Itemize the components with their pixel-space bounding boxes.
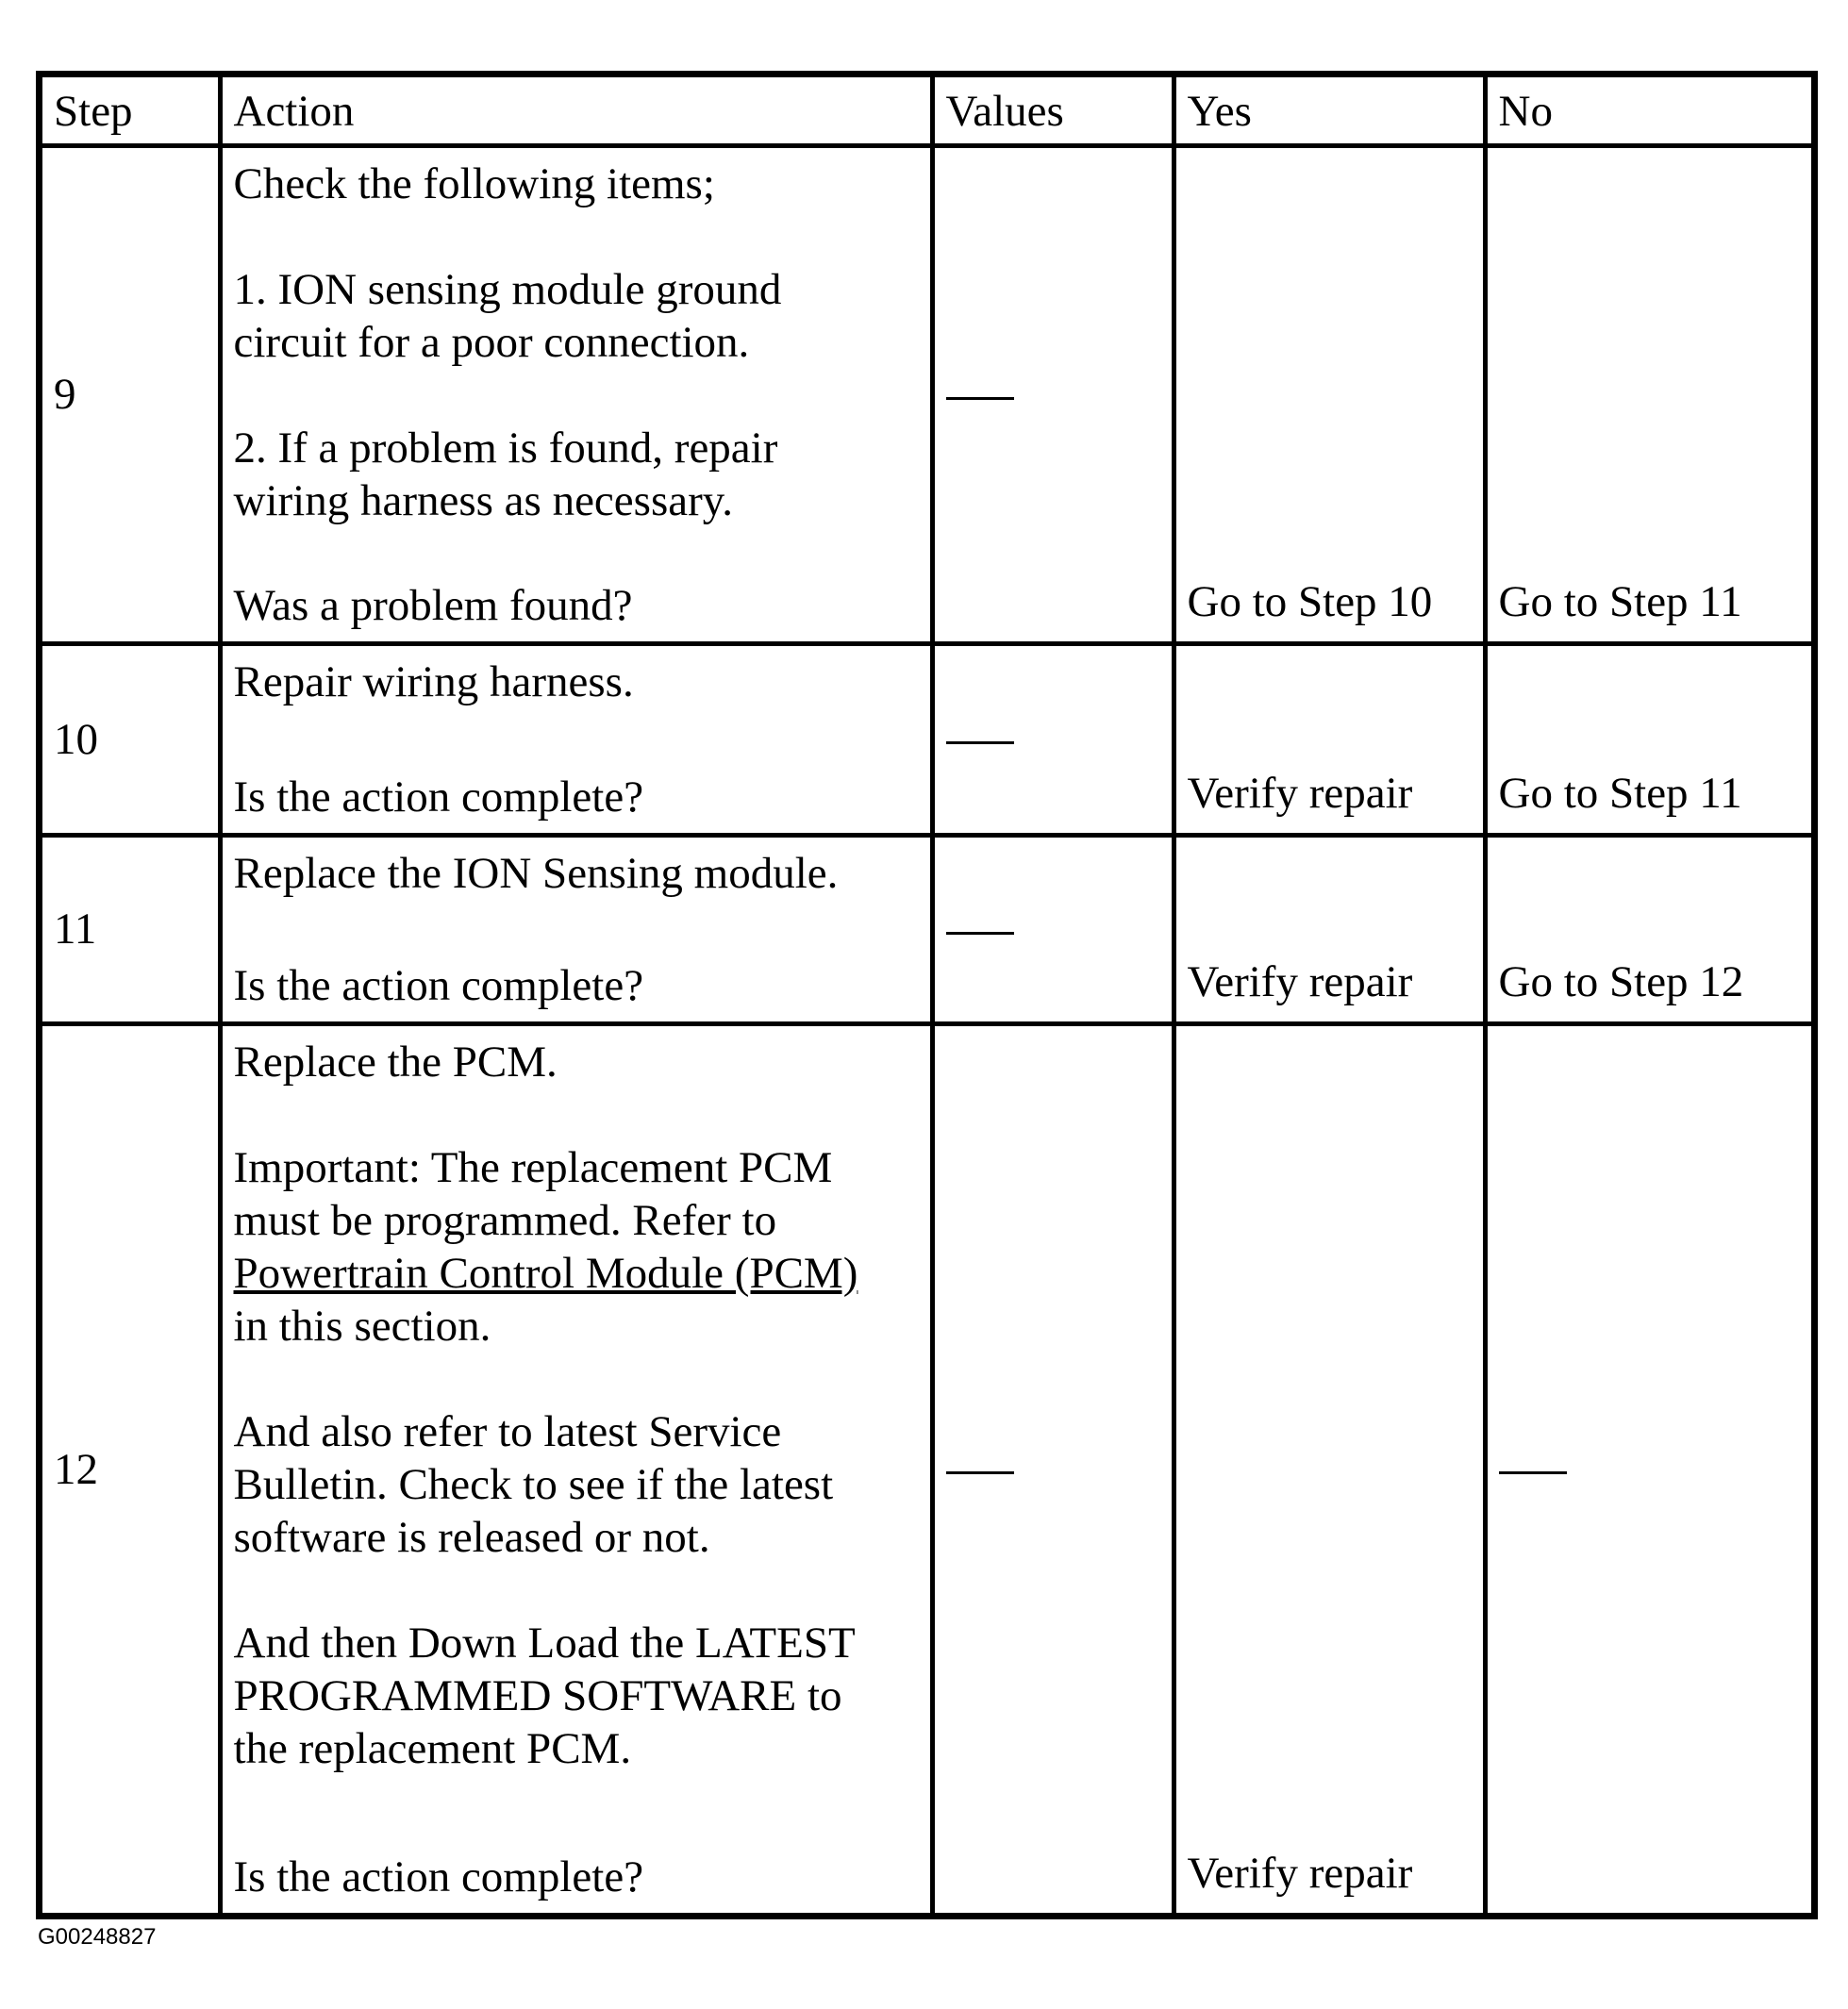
yes-cell: Verify repair bbox=[1174, 1023, 1485, 1913]
action-text: wiring harness as necessary. bbox=[233, 475, 733, 525]
no-cell bbox=[1485, 1023, 1811, 1913]
action-question: Was a problem found? bbox=[233, 580, 633, 630]
step-number: 9 bbox=[42, 145, 220, 643]
table-row bbox=[42, 145, 1811, 643]
values-dash bbox=[946, 741, 1014, 744]
action-text: the replacement PCM. bbox=[233, 1723, 632, 1773]
header-yes: Yes bbox=[1174, 77, 1485, 145]
no-cell: Go to Step 11 bbox=[1485, 643, 1811, 835]
table-row bbox=[42, 643, 1811, 835]
pcm-reference-link[interactable]: Powertrain Control Module (PCM) bbox=[233, 1248, 858, 1298]
header-action: Action bbox=[220, 77, 932, 145]
action-text: software is released or not. bbox=[233, 1512, 710, 1562]
no-dash bbox=[1499, 1471, 1567, 1474]
table-row bbox=[42, 835, 1811, 1023]
values-dash bbox=[946, 932, 1014, 935]
no-cell: Go to Step 11 bbox=[1485, 145, 1811, 643]
action-text: Check the following items; bbox=[233, 158, 715, 208]
yes-cell: Go to Step 10 bbox=[1174, 145, 1485, 643]
action-text: 2. If a problem is found, repair bbox=[233, 423, 778, 473]
action-cell bbox=[220, 1023, 932, 1913]
header-values: Values bbox=[932, 77, 1174, 145]
action-text: must be programmed. Refer to bbox=[233, 1195, 777, 1245]
action-question: Is the action complete? bbox=[233, 772, 644, 822]
action-text: Bulletin. Check to see if the latest bbox=[233, 1459, 834, 1509]
action-cell bbox=[220, 835, 932, 1023]
values-cell bbox=[932, 145, 1174, 643]
values-cell bbox=[932, 835, 1174, 1023]
action-text: Important: The replacement PCM bbox=[233, 1142, 833, 1192]
action-question: Is the action complete? bbox=[233, 1852, 644, 1901]
step-number: 11 bbox=[42, 835, 220, 1023]
action-text: Replace the ION Sensing module. bbox=[233, 848, 839, 898]
header-row bbox=[42, 77, 1811, 145]
values-dash bbox=[946, 1471, 1014, 1474]
table-row bbox=[42, 1023, 1811, 1913]
diagnostic-table-frame bbox=[36, 71, 1818, 1919]
action-text: circuit for a poor connection. bbox=[233, 317, 750, 367]
action-cell bbox=[220, 145, 932, 643]
action-question: Is the action complete? bbox=[233, 960, 644, 1010]
yes-cell: Verify repair bbox=[1174, 835, 1485, 1023]
action-text: And then Down Load the LATEST bbox=[233, 1618, 856, 1668]
values-cell bbox=[932, 643, 1174, 835]
action-text: in this section. bbox=[233, 1301, 491, 1351]
step-number: 10 bbox=[42, 643, 220, 835]
diagnostic-table bbox=[42, 77, 1811, 1913]
action-text: Replace the PCM. bbox=[233, 1037, 558, 1087]
values-cell bbox=[932, 1023, 1174, 1913]
action-cell bbox=[220, 643, 932, 835]
action-text: And also refer to latest Service bbox=[233, 1406, 782, 1456]
values-dash bbox=[946, 397, 1014, 400]
action-text: 1. ION sensing module ground bbox=[233, 264, 782, 314]
action-text: Repair wiring harness. bbox=[233, 656, 634, 706]
no-cell: Go to Step 12 bbox=[1485, 835, 1811, 1023]
step-number: 12 bbox=[42, 1023, 220, 1913]
header-step: Step bbox=[42, 77, 220, 145]
action-text: PROGRAMMED SOFTWARE to bbox=[233, 1670, 842, 1720]
header-no: No bbox=[1485, 77, 1811, 145]
figure-id: G00248827 bbox=[38, 1924, 157, 1950]
yes-cell: Verify repair bbox=[1174, 643, 1485, 835]
